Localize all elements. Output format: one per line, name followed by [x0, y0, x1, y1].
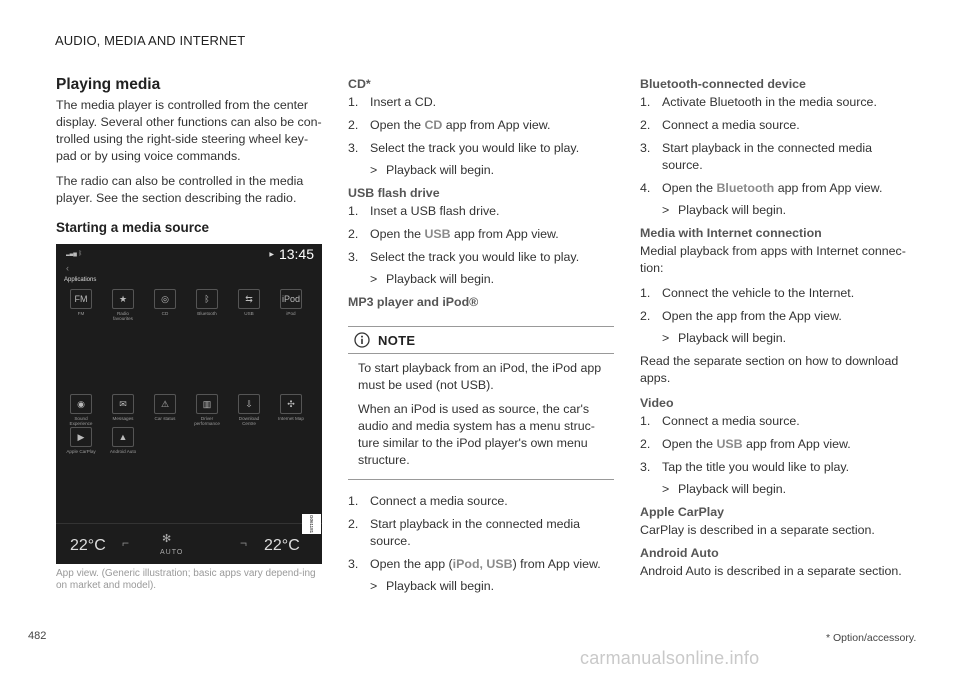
heading-cd: CD* — [348, 77, 371, 91]
heading-video: Video — [640, 396, 674, 410]
app-tile[interactable] — [276, 394, 306, 421]
app-tile[interactable] — [192, 394, 222, 426]
seat-right-icon: ¬ — [240, 536, 248, 550]
mp3-step-1: 1. Connect a media source. — [348, 494, 508, 508]
note-paragraph-1: To start playback from an iPod, the iPod app must be used (not USB). — [358, 361, 602, 392]
cd-result: > Playback will begin. — [370, 163, 495, 177]
watermark: carmanualsonline.info — [580, 648, 760, 668]
heading-android-auto: Android Auto — [640, 546, 719, 560]
info-icon — [354, 332, 370, 348]
android-paragraph: Android Auto is described in a separate section. — [640, 564, 902, 578]
bt-step-2: 2. Connect a media source. — [640, 118, 800, 132]
heading-usb-flash-drive: USB flash drive — [348, 186, 440, 200]
bt-result: > Playback will begin. — [662, 203, 787, 217]
section-header: AUDIO, MEDIA AND INTERNET — [55, 33, 246, 48]
illustration-code: G061181 — [302, 514, 321, 534]
clock: 13:45 — [278, 246, 314, 262]
app-label: iPod — [286, 311, 296, 316]
app-icon: ★ — [112, 289, 134, 309]
app-icon: ✣ — [280, 394, 302, 414]
heading-apple-carplay: Apple CarPlay — [640, 505, 725, 519]
app-tile[interactable] — [192, 289, 222, 316]
video-step-3: 3. Tap the title you would like to play. — [640, 460, 850, 474]
footnote: * Option/accessory. — [826, 632, 917, 644]
app-label: Radio favourites — [113, 311, 133, 321]
app-icon: ⇩ — [238, 394, 260, 414]
inet-result: > Playback will begin. — [662, 331, 787, 345]
column-2 — [348, 76, 614, 601]
note-box — [348, 326, 614, 480]
app-label: USB — [244, 311, 254, 316]
note-title: NOTE — [378, 332, 416, 348]
bt-step-4: 4. Open the Bluetooth app from App view. — [640, 181, 883, 195]
usb-step-1: 1. Inset a USB flash drive. — [348, 204, 500, 218]
app-icon: ᛒ — [196, 289, 218, 309]
app-label: FM — [77, 311, 85, 316]
intro-paragraph: The media player is controlled from the center display. Several other functions can also be con-trolled using the right-side steering wheel key-pad or by using voice commands. — [56, 98, 322, 163]
cd-step-3: 3. Select the track you would like to play. — [348, 141, 580, 155]
app-label: Download Centre — [238, 416, 260, 426]
note-header — [348, 327, 614, 354]
app-tile[interactable] — [150, 289, 180, 316]
page-number: 482 — [28, 630, 47, 642]
app-icon: ⚠ — [154, 394, 176, 414]
cd-step-2: 2. Open the CD app from App view. — [348, 118, 551, 132]
inet-step-2: 2. Open the app from the App view. — [640, 309, 842, 323]
heading-bluetooth-device: Bluetooth-connected device — [640, 77, 806, 91]
app-icon: ▥ — [196, 394, 218, 414]
usb-result: > Playback will begin. — [370, 272, 495, 286]
app-icon: ◉ — [70, 394, 92, 414]
applications-label: Applications — [64, 277, 97, 283]
download-apps-paragraph: Read the separate section on how to download apps. — [640, 354, 899, 385]
heading-starting-media-source: Starting a media source — [56, 220, 210, 235]
app-label: Apple CarPlay — [66, 449, 96, 454]
app-icon: ▲ — [112, 427, 134, 447]
app-tile[interactable] — [108, 427, 138, 454]
bt-step-3: 3. Start playback in the connected media source. — [640, 141, 873, 172]
app-label: Messages — [112, 416, 134, 421]
app-label: CD — [161, 311, 169, 316]
app-label: Driver performance — [194, 416, 220, 426]
back-chevron-icon: ‹ — [66, 263, 69, 273]
cd-step-1: 1. Insert a CD. — [348, 95, 437, 109]
app-icon: ✉ — [112, 394, 134, 414]
page-title: Playing media — [56, 76, 161, 93]
heading-internet-media: Media with Internet connection — [640, 226, 822, 240]
app-tile[interactable] — [150, 394, 180, 421]
temp-right: 22°C — [264, 537, 300, 554]
app-icon: ⇆ — [238, 289, 260, 309]
climate-auto-label: AUTO — [160, 549, 184, 556]
mp3-result: > Playback will begin. — [370, 579, 495, 593]
app-label: Android Auto — [109, 449, 137, 454]
app-tile[interactable] — [108, 289, 138, 321]
heading-mp3-ipod: MP3 player and iPod® — [348, 295, 479, 309]
carplay-paragraph: CarPlay is described in a separate section. — [640, 523, 875, 537]
app-tile[interactable] — [234, 289, 264, 316]
app-icon: ◎ — [154, 289, 176, 309]
radio-paragraph: The radio can also be controlled in the media player. See the section describing the radio. — [56, 174, 304, 205]
seat-left-icon: ⌐ — [122, 536, 130, 550]
figure-caption: App view. (Generic illustration; basic apps vary depend-ing on market and model). — [56, 568, 316, 591]
column-3 — [640, 76, 908, 588]
app-icon: FM — [70, 289, 92, 309]
video-step-2: 2. Open the USB app from App view. — [640, 437, 851, 451]
mp3-step-3: 3. Open the app (iPod, USB) from App view. — [348, 557, 601, 571]
inet-step-1: 1. Connect the vehicle to the Internet. — [640, 286, 855, 300]
app-label: Bluetooth — [197, 311, 217, 316]
bt-step-1: 1. Activate Bluetooth in the media source. — [640, 95, 877, 109]
app-tile[interactable] — [276, 289, 306, 316]
play-indicator-icon: ▶ — [269, 252, 274, 258]
app-tile[interactable] — [66, 394, 96, 426]
app-label: Car status — [154, 416, 176, 421]
status-bar — [56, 244, 322, 260]
usb-step-2: 2. Open the USB app from App view. — [348, 227, 559, 241]
video-step-1: 1. Connect a media source. — [640, 414, 800, 428]
app-icon: iPod — [280, 289, 302, 309]
app-tile[interactable] — [234, 394, 264, 426]
mp3-step-2: 2. Start playback in the connected media source. — [348, 517, 581, 548]
signal-icon: ▂▃▅ ᛒ — [66, 251, 83, 257]
app-tile[interactable] — [66, 289, 96, 316]
video-result: > Playback will begin. — [662, 482, 787, 496]
internet-paragraph: Medial playback from apps with Internet connec-tion: — [640, 244, 906, 275]
app-view-illustration — [56, 244, 322, 564]
usb-step-3: 3. Select the track you would like to play. — [348, 250, 580, 264]
note-paragraph-2: When an iPod is used as source, the car's audio and media system has a menu struc-ture similar to the iPod player's own menu structure. — [358, 402, 595, 467]
app-icon: ▶ — [70, 427, 92, 447]
app-label: Internet Map — [278, 416, 304, 421]
column-1 — [56, 76, 324, 592]
app-tile[interactable] — [66, 427, 96, 454]
app-label: Sound Experience — [69, 416, 93, 426]
climate-bar — [56, 523, 322, 564]
app-tile[interactable] — [108, 394, 138, 421]
fan-icon: ✻ — [162, 533, 172, 545]
temp-left: 22°C — [70, 537, 106, 554]
